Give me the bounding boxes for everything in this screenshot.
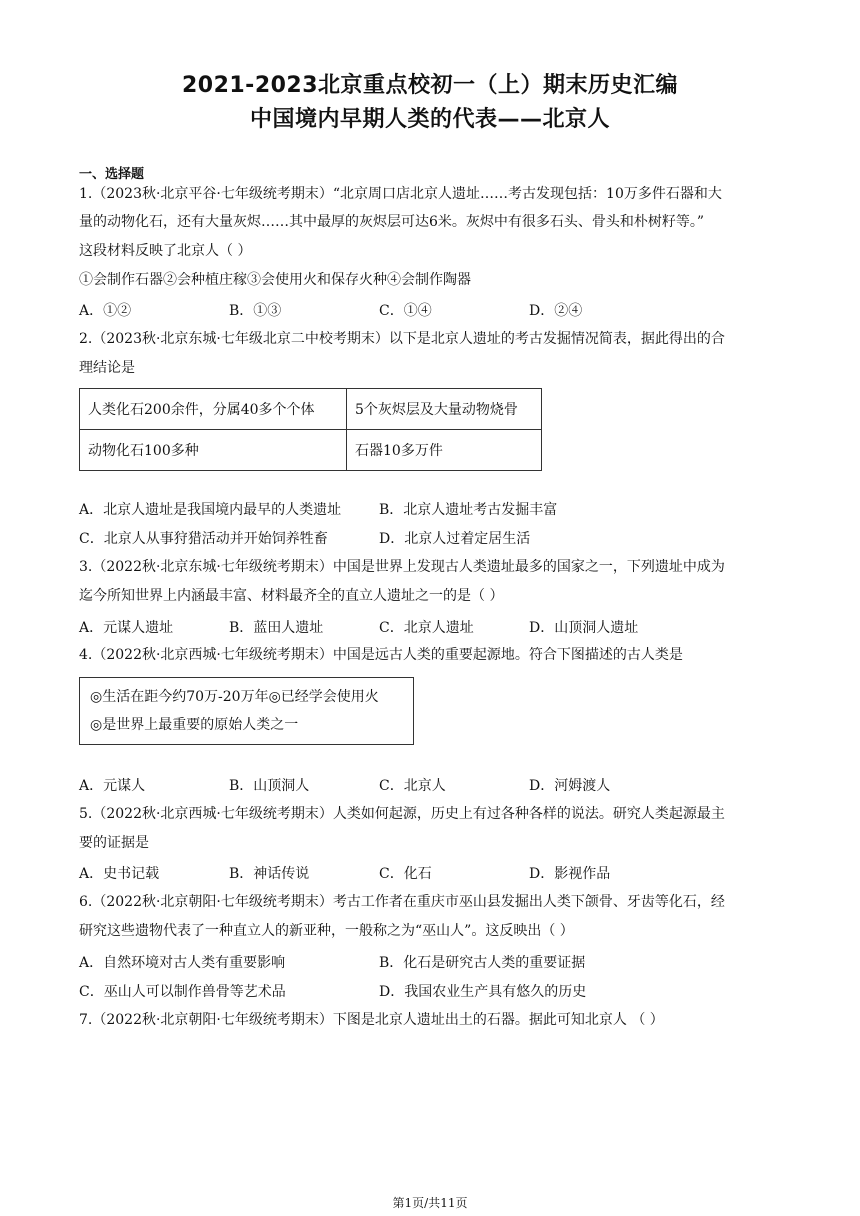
q3-option-a[interactable]: A．元谋人遗址 — [79, 620, 174, 636]
page-footer: 第1页/共11页 — [392, 1196, 468, 1210]
q4-option-d[interactable]: D．河姆渡人 — [529, 778, 611, 794]
q6-option-a[interactable]: A．自然环境对古人类有重要影响 — [79, 955, 286, 971]
q4-option-a[interactable]: A．元谋人 — [79, 778, 146, 794]
table-row — [80, 430, 542, 471]
q1-option-b[interactable]: B．①③ — [229, 303, 282, 319]
q2-option-c[interactable]: C．北京人从事狩猎活动并开始饲养牲畜 — [79, 531, 328, 547]
q5-option-c[interactable]: C．化石 — [379, 866, 432, 882]
q2-stem-line2: 理结论是 — [79, 360, 135, 376]
q4-box-line1: ◎生活在距今约70万-20万年◎已经学会使用火 — [90, 689, 379, 705]
table-cell: 人类化石200余件，分属40多个个体 — [80, 389, 347, 430]
q5-option-b[interactable]: B．神话传说 — [229, 866, 310, 882]
q6-stem-line1: 6.（2022秋·北京朝阳·七年级统考期末）考古工作者在重庆市巫山县发掘出人类下颌骨、牙齿等化石，经 — [79, 894, 725, 910]
document-title-line1: 2021-2023北京重点校初一（上）期末历史汇编 — [181, 73, 679, 98]
q2-option-d[interactable]: D．北京人过着定居生活 — [379, 531, 531, 547]
document-title-line2: 中国境内早期人类的代表——北京人 — [249, 107, 610, 132]
q5-option-a[interactable]: A．史书记载 — [79, 866, 160, 882]
q1-stem-line3: 这段材料反映了北京人（ ） — [79, 243, 252, 259]
q6-option-b[interactable]: B．化石是研究古人类的重要证据 — [379, 955, 586, 971]
q1-option-c[interactable]: C．①④ — [379, 303, 432, 319]
q2-option-a[interactable]: A．北京人遗址是我国境内最早的人类遗址 — [79, 502, 342, 518]
q4-stem-line1: 4.（2022秋·北京西城·七年级统考期末）中国是远古人类的重要起源地。符合下图描述的古人类是 — [79, 647, 683, 663]
q1-stem-line2: 量的动物化石，还有大量灰烬……其中最厚的灰烬层可达6米。灰烬中有很多石头、骨头和朴树籽等。” — [79, 214, 705, 230]
q4-box-line2: ◎是世界上最重要的原始人类之一 — [90, 717, 299, 733]
q2-option-b[interactable]: B．北京人遗址考古发掘丰富 — [379, 502, 558, 518]
q5-stem-line1: 5.（2022秋·北京西城·七年级统考期末）人类如何起源，历史上有过各种各样的说法。研究人类起源最主 — [79, 806, 725, 822]
q3-stem-line2: 迄今所知世界上内涵最丰富、材料最齐全的直立人遗址之一的是（ ） — [79, 588, 504, 604]
q3-option-c[interactable]: C．北京人遗址 — [379, 620, 474, 636]
q4-option-c[interactable]: C．北京人 — [379, 778, 446, 794]
table-cell: 动物化石100多种 — [80, 430, 347, 471]
table-row — [80, 389, 542, 430]
q1-stem-line1: 1.（2023秋·北京平谷·七年级统考期末）“北京周口店北京人遗址……考古发现包括：10万多件石器和大 — [79, 186, 722, 202]
q3-stem-line1: 3.（2022秋·北京东城·七年级统考期末）中国是世界上发现古人类遗址最多的国家之一，下列遗址中成为 — [79, 559, 725, 575]
q6-stem-line2: 研究这些遗物代表了一种直立人的新亚种，一般称之为“巫山人”。这反映出（ ） — [79, 923, 574, 939]
q4-description-box — [79, 677, 414, 745]
q3-option-b[interactable]: B．蓝田人遗址 — [229, 620, 324, 636]
q1-option-d[interactable]: D．②④ — [529, 303, 583, 319]
q6-option-d[interactable]: D．我国农业生产具有悠久的历史 — [379, 984, 587, 1000]
table-cell: 石器10多万件 — [347, 430, 542, 471]
q5-stem-line2: 要的证据是 — [79, 835, 149, 851]
q2-stem-line1: 2.（2023秋·北京东城·七年级北京二中校考期末）以下是北京人遗址的考古发掘情况简表，据此得出的合 — [79, 331, 725, 347]
q3-option-d[interactable]: D．山顶洞人遗址 — [529, 620, 639, 636]
q2-table — [79, 388, 542, 471]
q4-option-b[interactable]: B．山顶洞人 — [229, 778, 310, 794]
q5-option-d[interactable]: D．影视作品 — [529, 866, 611, 882]
q1-statements: ①会制作石器②会种植庄稼③会使用火和保存火种④会制作陶器 — [79, 272, 471, 288]
table-cell: 5个灰烬层及大量动物烧骨 — [347, 389, 542, 430]
section-heading: 一、选择题 — [79, 167, 145, 182]
q6-option-c[interactable]: C．巫山人可以制作兽骨等艺术品 — [79, 984, 286, 1000]
q7-stem-line1: 7.（2022秋·北京朝阳·七年级统考期末）下图是北京人遗址出土的石器。据此可知北京人 （ ） — [79, 1012, 664, 1028]
q1-option-a[interactable]: A．①② — [79, 303, 132, 319]
